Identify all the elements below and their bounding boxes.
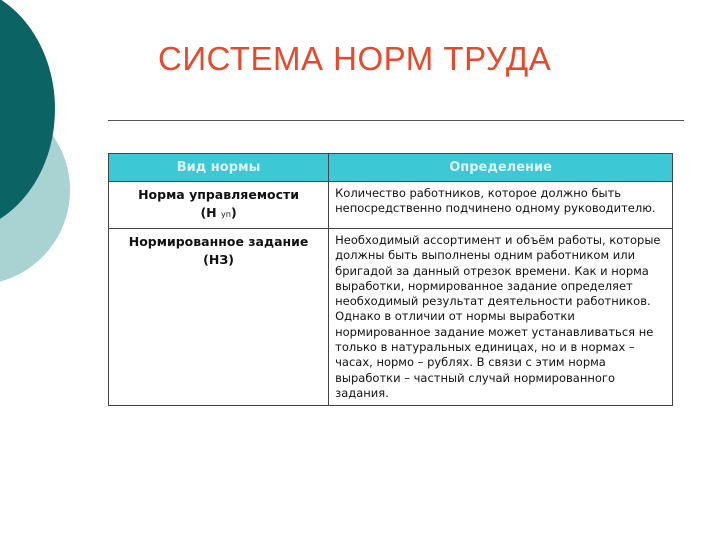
table-row [109, 229, 673, 406]
norms-table [108, 153, 673, 406]
slide-title: СИСТЕМА НОРМ ТРУДА [158, 40, 552, 77]
definition-cell: Количество работников, которое должно быть непосредственно подчинено одному руководителю. [329, 182, 673, 229]
title-divider [108, 120, 684, 121]
norm-type-abbr-close: ) [230, 205, 237, 220]
norm-type-subscript: уп [220, 210, 231, 219]
table-header-row [109, 154, 673, 182]
header-definition: Определение [329, 154, 673, 182]
norm-type-cell [109, 182, 329, 229]
norm-type-label: Норма управляемости [138, 187, 300, 202]
norm-type-cell: Нормированное задание (НЗ) [109, 229, 329, 406]
norm-type-abbr-open: (Н [200, 205, 221, 220]
header-norm-type: Вид нормы [109, 154, 329, 182]
table-row [109, 182, 673, 229]
definition-cell: Необходимый ассортимент и объём работы, которые должны быть выполнены одним работником или бригадой за данный отрезок времени. Как и норма выработки, нормированное задание определяет необходимый результат деятельности работников. Однако в отличии от нормы выработки нормированное задание может устанавливаться не только в натуральных единицах, но и в нормах – часах, нормо – рублях. В связи с этим норма выработки – частный случай нормированного задания. [329, 229, 673, 406]
